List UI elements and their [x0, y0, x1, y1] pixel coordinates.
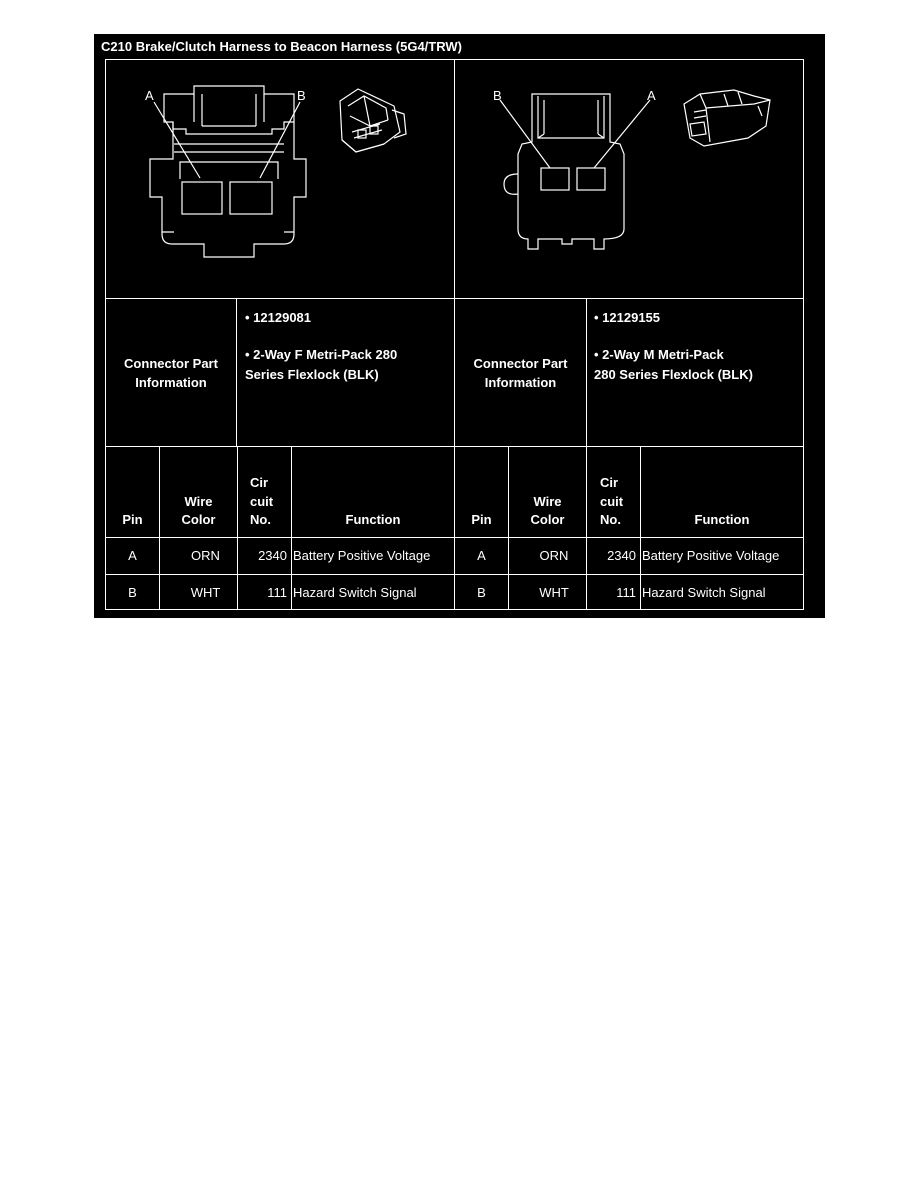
right-part-number: • 12129155 — [594, 310, 661, 325]
left-info-label-line2: Information — [135, 375, 207, 390]
left-row2-circuit: 111 — [267, 585, 287, 600]
right-row1-color: ORN — [539, 548, 569, 563]
left-header-function: Function — [345, 512, 401, 527]
right-header-no: No. — [600, 512, 621, 527]
right-connector-face-diagram — [500, 94, 650, 249]
left-header-color: Color — [181, 512, 216, 527]
right-info-label-line1: Connector Part — [473, 356, 568, 371]
right-row2-pin: B — [477, 585, 486, 600]
right-pin-callout-b: B — [493, 88, 502, 103]
left-info-label-line1: Connector Part — [124, 356, 218, 371]
left-header-pin: Pin — [122, 512, 143, 527]
right-description-line1: • 2-Way M Metri-Pack — [594, 347, 724, 362]
right-header-color: Color — [530, 512, 565, 527]
right-header-pin: Pin — [471, 512, 492, 527]
right-description-line2: 280 Series Flexlock (BLK) — [594, 367, 753, 382]
left-pin-callout-b: B — [297, 88, 306, 103]
left-header-cuit: cuit — [250, 494, 274, 509]
right-row1-circuit: 2340 — [607, 548, 636, 563]
right-row1-pin: A — [477, 548, 486, 563]
left-connector-iso-diagram — [340, 89, 406, 152]
connector-title: C210 Brake/Clutch Harness to Beacon Harness (5G4/TRW) — [101, 39, 462, 54]
right-header-cuit: cuit — [600, 494, 624, 509]
left-row1-pin: A — [128, 548, 137, 563]
right-row2-color: WHT — [539, 585, 569, 600]
left-header-cir: Cir — [250, 475, 269, 490]
left-row1-color: ORN — [191, 548, 220, 563]
left-part-number: • 12129081 — [245, 310, 312, 325]
right-header-cir: Cir — [600, 475, 619, 490]
left-connector-face-diagram — [150, 86, 306, 257]
left-row2-pin: B — [128, 585, 137, 600]
right-row2-function: Hazard Switch Signal — [642, 585, 766, 600]
right-connector-iso-diagram — [684, 90, 770, 146]
right-header-function: Function — [694, 512, 750, 527]
table-grid — [94, 34, 825, 618]
left-row1-function: Battery Positive Voltage — [293, 548, 431, 563]
connector-sheet — [94, 34, 825, 618]
left-row1-circuit: 2340 — [258, 548, 287, 563]
left-pin-callout-a: A — [145, 88, 154, 103]
left-row2-color: WHT — [190, 585, 221, 600]
right-header-wire: Wire — [533, 494, 562, 509]
left-description-line2: Series Flexlock (BLK) — [245, 367, 379, 382]
left-row2-function: Hazard Switch Signal — [293, 585, 417, 600]
right-row1-function: Battery Positive Voltage — [642, 548, 780, 563]
right-pin-callout-a: A — [647, 88, 656, 103]
right-row2-circuit: 111 — [616, 585, 636, 600]
left-description-line1: • 2-Way F Metri-Pack 280 — [245, 347, 398, 362]
left-header-wire: Wire — [184, 494, 213, 509]
right-info-label-line2: Information — [484, 375, 557, 390]
left-header-no: No. — [250, 512, 271, 527]
